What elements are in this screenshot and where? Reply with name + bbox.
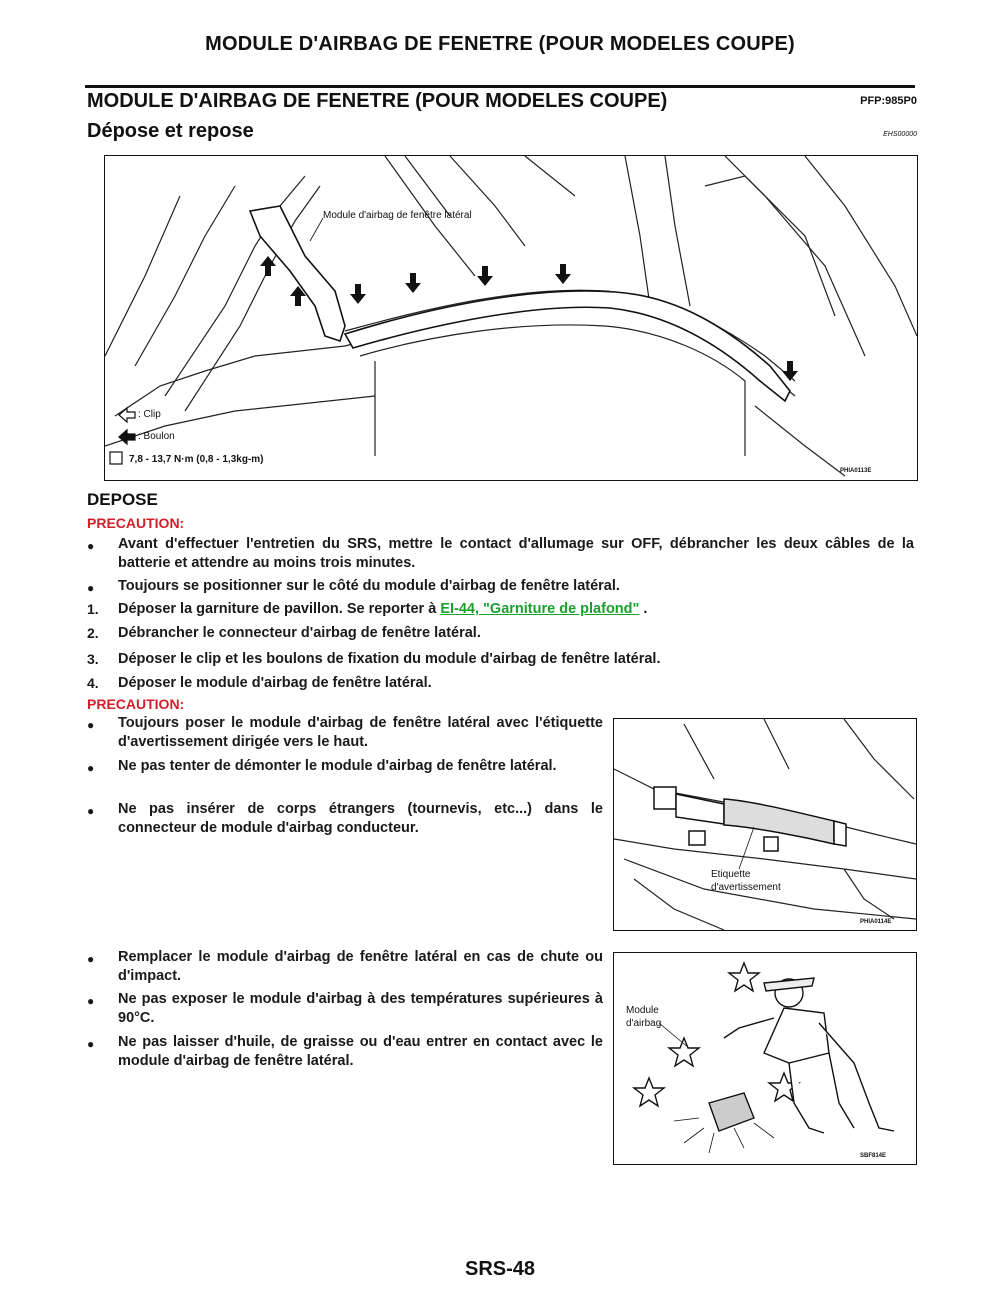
step-1 — [118, 600, 914, 619]
step-number: 2. — [87, 625, 99, 641]
label-warning-line2: d'avertissement — [711, 882, 781, 893]
figure-dropped-airbag — [613, 952, 917, 1165]
figure-code: SBF814E — [860, 1153, 887, 1159]
legend-torque: 7,8 - 13,7 N·m (0,8 - 1,3kg-m) — [129, 454, 264, 465]
page-number: SRS-48 — [464, 1258, 536, 1280]
figure-code: PHIA0113E — [840, 468, 872, 474]
precaution-item: Avant d'effectuer l'entretien du SRS, mettre le contact d'allumage sur OFF, débrancher les deux câbles de la batterie et attendre au moins trois minutes. — [118, 536, 914, 571]
precaution-item: Ne pas exposer le module d'airbag à des températures supérieures à 90°C. — [118, 991, 603, 1026]
step-number: 1. — [87, 601, 99, 617]
precaution-item: Ne pas tenter de démonter le module d'airbag de fenêtre latéral. — [118, 758, 557, 774]
step-text: Débrancher le connecteur d'airbag de fenêtre latéral. — [118, 625, 481, 641]
bullet-icon: ● — [87, 1037, 95, 1051]
precaution-item: Remplacer le module d'airbag de fenêtre latéral en cas de chute ou d'impact. — [118, 949, 603, 984]
label-module-line1: Module — [626, 1005, 659, 1016]
figure-warning-label — [613, 718, 917, 931]
precaution-item: Toujours poser le module d'airbag de fenêtre latéral avec l'étiquette d'avertissement dirigée vers le haut. — [118, 715, 603, 750]
step-text: Déposer la garniture de pavillon. Se reporter à — [118, 601, 441, 617]
bullet-icon: ● — [87, 539, 95, 553]
step-number: 3. — [87, 651, 99, 667]
roof-rail-illustration — [105, 156, 917, 480]
page-header: MODULE D'AIRBAG DE FENETRE (POUR MODELES COUPE) — [205, 33, 795, 55]
bullet-icon: ● — [87, 804, 95, 818]
section-rule — [85, 85, 915, 88]
dropped-airbag-illustration — [614, 953, 916, 1164]
figure-roof-rail-diagram — [104, 155, 918, 481]
label-module-line2: d'airbag — [626, 1018, 662, 1029]
bullet-icon: ● — [87, 718, 95, 732]
precaution-label-1: PRECAUTION: — [87, 515, 185, 531]
legend-bolt: : Boulon — [138, 431, 175, 442]
part-code: PFP:985P0 — [860, 95, 917, 107]
section-subtitle: Dépose et repose — [87, 120, 254, 142]
section-figure-code: EHS00000 — [883, 131, 917, 138]
label-warning-line1: Etiquette — [711, 869, 751, 880]
figure-code: PHIA0114E — [860, 919, 892, 925]
section-title: MODULE D'AIRBAG DE FENETRE (POUR MODELES COUPE) — [87, 90, 668, 112]
cross-reference-link[interactable]: EI-44, "Garniture de plafond" — [440, 601, 640, 617]
precaution-item: Ne pas laisser d'huile, de graisse ou d'eau entrer en contact avec le module d'airbag de fenêtre latéral. — [118, 1034, 603, 1069]
step-text: Déposer le module d'airbag de fenêtre latéral. — [118, 675, 432, 691]
precaution-label-2: PRECAUTION: — [87, 696, 185, 712]
legend-clip: : Clip — [138, 409, 161, 420]
bullet-icon: ● — [87, 761, 95, 775]
label-side-airbag-module: Module d'airbag de fenêtre latéral — [323, 210, 472, 221]
bullet-icon: ● — [87, 952, 95, 966]
step-text: Déposer le clip et les boulons de fixation du module d'airbag de fenêtre latéral. — [118, 651, 661, 667]
warning-label-illustration — [614, 719, 916, 930]
bullet-icon: ● — [87, 581, 95, 595]
step-text-after: . — [639, 601, 648, 617]
precaution-item: Ne pas insérer de corps étrangers (tournevis, etc...) dans le connecteur de module d'airbag conducteur. — [118, 801, 603, 836]
step-number: 4. — [87, 675, 99, 691]
depose-heading: DEPOSE — [87, 490, 158, 509]
bullet-icon: ● — [87, 994, 95, 1008]
precaution-item: Toujours se positionner sur le côté du module d'airbag de fenêtre latéral. — [118, 578, 620, 594]
